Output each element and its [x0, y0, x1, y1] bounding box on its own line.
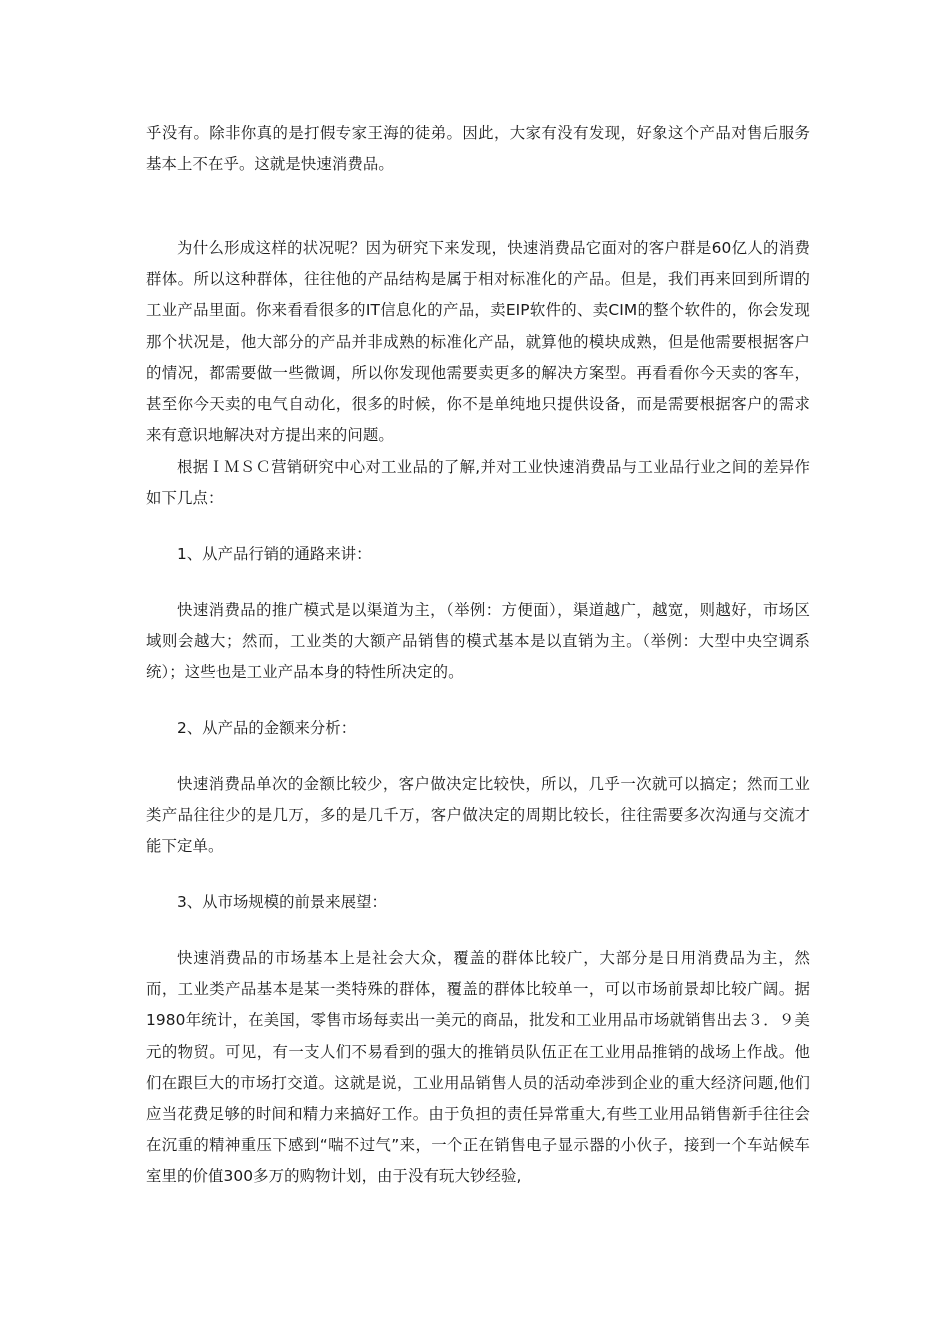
- paragraph-status-reason: 为什么形成这样的状况呢？因为研究下来发现，快速消费品它面对的客户群是60亿人的消费群体。所以这种群体，往往他的产品结构是属于相对标准化的产品。但是，我们再来回到所谓的工业产品里面。你来看看很多的IT信息化的产品，卖EIP软件的、卖CIM的整个软件的，你会发现那个状况是，他大部分的产品并非成熟的标准化产品，就算他的模块成熟，但是他需要根据客户的情况，都需要做一些微调，所以你发现他需要卖更多的解决方案型。再看看你今天卖的客车，甚至你今天卖的电气自动化，很多的时候，你不是单纯地只提供设备，而是需要根据客户的需求来有意识地解决对方提出来的问题。: [146, 239, 810, 445]
- paragraph-amount: 快速消费品单次的金额比较少，客户做决定比较快，所以，几乎一次就可以搞定；然而工业类产品往往少的是几万，多的是几千万，客户做决定的周期比较长，往往需要多次沟通与交流才能下定单。: [146, 775, 810, 856]
- section-heading-channel: 1、从产品行销的通路来讲：: [177, 545, 372, 563]
- paragraph-imsc-intro: 根据ＩＭＳＣ营销研究中心对工业品的了解,并对工业快速消费品与工业品行业之间的差异作如下几点：: [146, 458, 810, 508]
- section-heading-amount: 2、从产品的金额来分析：: [177, 719, 357, 737]
- paragraph-continuation: 乎没有。除非你真的是打假专家王海的徒弟。因此，大家有没有发现，好象这个产品对售后服务基本上不在乎。这就是快速消费品。: [146, 124, 810, 174]
- section-heading-market: 3、从市场规模的前景来展望：: [177, 893, 387, 911]
- paragraph-channel: 快速消费品的推广模式是以渠道为主，（举例：方便面），渠道越广，越宽，则越好，市场区域则会越大；然而，工业类的大额产品销售的模式基本是以直销为主。（举例：大型中央空调系统）；这些也是工业产品本身的特性所决定的。: [146, 601, 810, 682]
- paragraph-market: 快速消费品的市场基本上是社会大众，覆盖的群体比较广，大部分是日用消费品为主，然而，工业类产品基本是某一类特殊的群体，覆盖的群体比较单一，可以市场前景却比较广阔。据1980年统计，在美国，零售市场每卖出一美元的商品，批发和工业用品市场就销售出去３．９美元的物贸。可见，有一支人们不易看到的强大的推销员队伍正在工业用品推销的战场上作战。他们在跟巨大的市场打交道。这就是说，工业用品销售人员的活动牵涉到企业的重大经济问题,他们应当花费足够的时间和精力来搞好工作。由于负担的责任异常重大,有些工业用品销售新手往往会在沉重的精神重压下感到“喘不过气”来，一个正在销售电子显示器的小伙子，接到一个车站候车室里的价值300多万的购物计划，由于没有玩大钞经验,: [146, 949, 810, 1186]
